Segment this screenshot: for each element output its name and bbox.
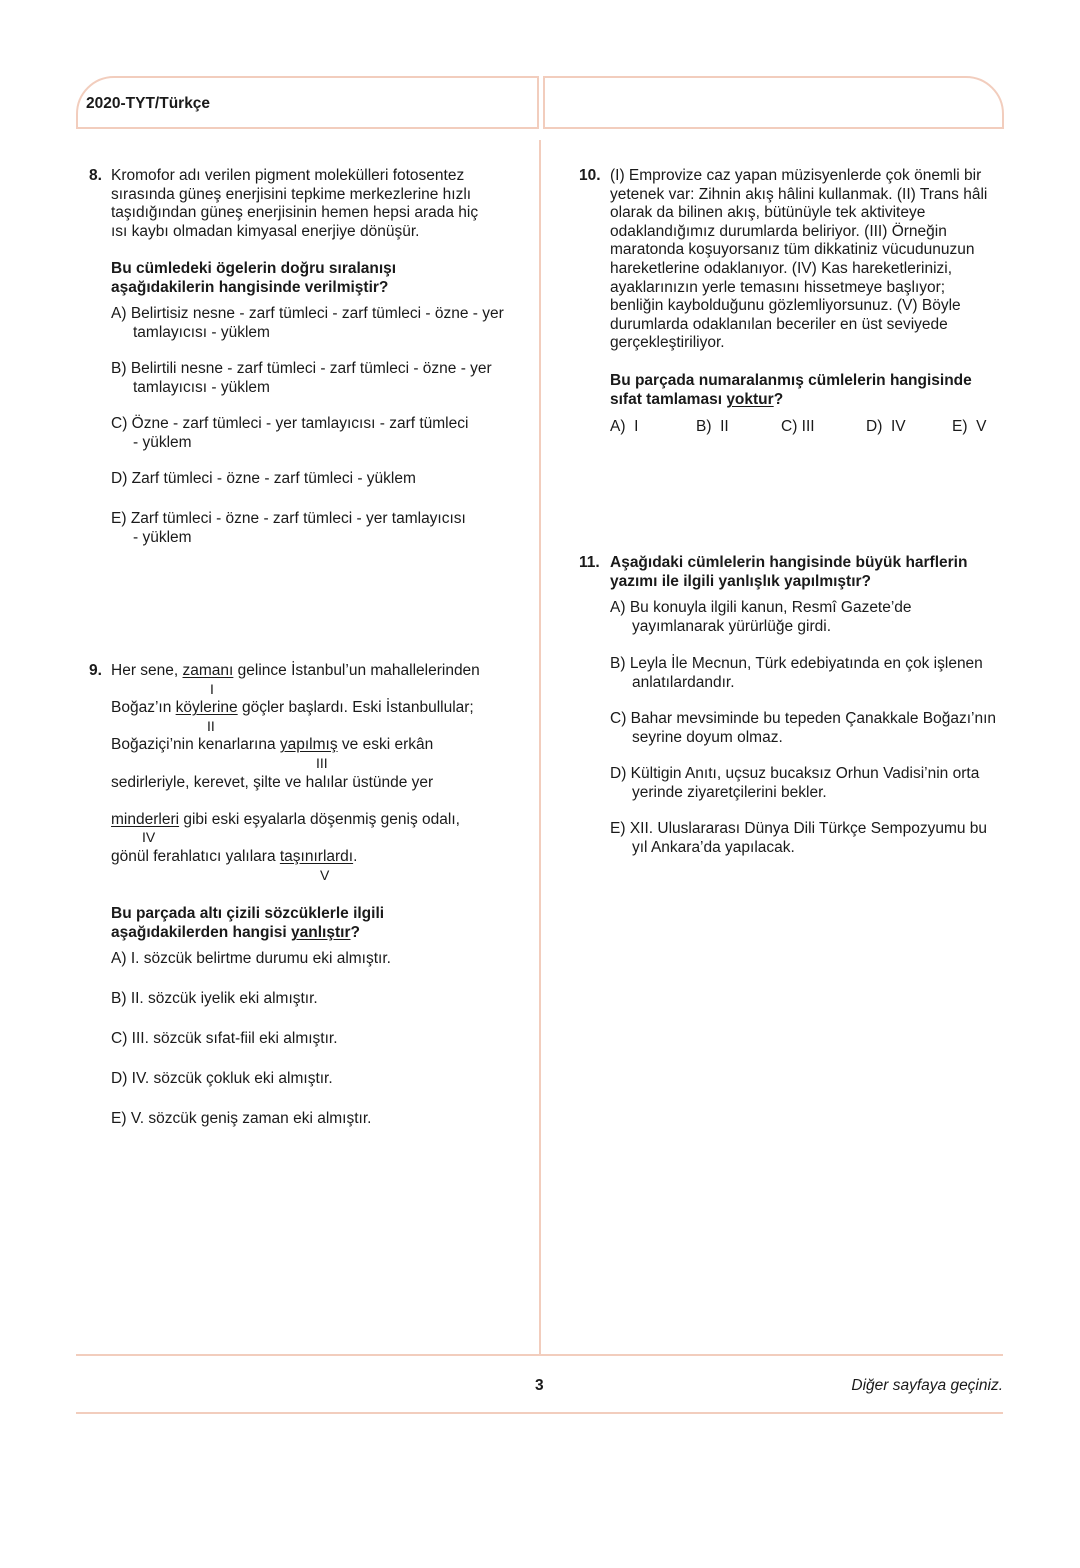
footer-top-rule xyxy=(76,1354,1003,1356)
passage-line-6 xyxy=(111,847,357,866)
option-letter: C) xyxy=(610,710,627,727)
option-letter: C) xyxy=(111,415,128,432)
roman-label-i: I xyxy=(210,681,214,697)
question-number: 10. xyxy=(579,167,601,184)
question-text: durumlarda odaklanılan beceriler en üst seviyede xyxy=(610,315,948,333)
text: ? xyxy=(350,924,360,941)
text: gönül ferahlatıcı yalılara xyxy=(111,848,280,865)
question-prompt: Bu parçada numaralanmış cümlelerin hangisinde xyxy=(610,372,972,389)
option-text: Bahar mevsiminde bu tepeden Çanakkale Boğazı’nın xyxy=(630,710,997,727)
underlined-word-iv: minderleri xyxy=(111,811,180,828)
option-text: Leyla İle Mecnun, Türk edebiyatında en çok işlenen xyxy=(629,655,983,672)
passage-line-4: sedirleriyle, kerevet, şilte ve halılar üstünde yer xyxy=(111,774,434,791)
option-e-cont: - yüklem xyxy=(133,529,192,546)
text: gibi eski eşyalarla döşenmiş geniş odalı, xyxy=(179,811,460,828)
option-text: Kültigin Anıtı, uçsuz bucaksız Orhun Vadisi’nin orta xyxy=(630,765,980,782)
option-e[interactable] xyxy=(610,819,987,838)
question-number: 9. xyxy=(89,662,102,679)
option-letter: D) xyxy=(111,470,128,487)
option-b[interactable] xyxy=(111,989,318,1008)
option-text: Belirtili nesne - zarf tümleci - zarf tümleci - özne - yer xyxy=(130,360,492,377)
option-letter: B) xyxy=(111,360,127,377)
option-text: Özne - zarf tümleci - yer tamlayıcısı - zarf tümleci xyxy=(131,415,469,432)
option-text: Zarf tümleci - özne - zarf tümleci - yüklem xyxy=(131,470,416,487)
option-e[interactable]: E) V xyxy=(952,418,987,435)
question-text: sırasında güneş enerjisini tepkime merkezlerine hızlı xyxy=(111,185,472,203)
option-letter: E) xyxy=(111,510,127,527)
option-letter: A) xyxy=(111,950,127,967)
text: sıfat tamlaması xyxy=(610,391,727,408)
column-divider xyxy=(539,140,541,1355)
question-prompt: aşağıdakilerin hangisinde verilmiştir? xyxy=(111,279,389,296)
option-c[interactable] xyxy=(111,1029,338,1048)
passage-line-2 xyxy=(111,698,474,717)
underlined-word-iii: yapılmış xyxy=(279,736,338,753)
option-text: Bu konuyla ilgili kanun, Resmî Gazete’de xyxy=(629,599,912,616)
option-text: Belirtisiz nesne - zarf tümleci - zarf tümleci - özne - yer xyxy=(130,305,504,322)
option-e[interactable] xyxy=(111,509,466,528)
option-a[interactable] xyxy=(111,949,391,968)
question-text: benliğin kaybolduğunu gözlemliyorsunuz. (V) Böyle xyxy=(610,297,961,315)
option-a[interactable] xyxy=(610,598,912,617)
text: . xyxy=(353,848,358,865)
text: göçler başlardı. Eski İstanbullular; xyxy=(237,699,474,716)
question-prompt: Bu parçada altı çizili sözcüklerle ilgili xyxy=(111,905,385,922)
emphasis: yoktur xyxy=(726,391,774,408)
text: gelince İstanbul’un mahallelerinden xyxy=(233,662,480,679)
option-text: Zarf tümleci - özne - zarf tümleci - yer tamlayıcısı xyxy=(130,510,466,527)
option-a[interactable]: A) I xyxy=(610,418,639,435)
option-b-cont: anlatılardandır. xyxy=(632,674,735,691)
question-text: yetenek var: Zihnin akış hâlini kullanmak. (II) Trans hâli xyxy=(610,185,988,203)
option-c-cont: - yüklem xyxy=(133,434,192,451)
question-prompt: Bu cümledeki ögelerin doğru sıralanışı xyxy=(111,260,397,277)
question-text: ayaklarınızın yerle temasını hissetmeye başlıyor; xyxy=(610,278,946,296)
option-a[interactable] xyxy=(111,304,504,323)
question-text: (I) Emprovize caz yapan müzisyenlerde çok önemli bir xyxy=(610,167,982,184)
text: Her sene, xyxy=(111,662,183,679)
footer-bottom-rule xyxy=(76,1412,1003,1414)
text: ? xyxy=(773,391,784,408)
passage-line-3 xyxy=(111,735,433,754)
roman-label-iii: III xyxy=(316,755,328,771)
question-text: ısı kaybı olmadan kimyasal enerjiye dönüşür. xyxy=(111,222,420,240)
question-prompt xyxy=(111,923,360,942)
question-prompt xyxy=(610,390,783,409)
question-text: taşıdığından güneş enerjisinin hemen hepsi arada hiç xyxy=(111,204,479,221)
option-letter: A) xyxy=(111,305,127,322)
option-d[interactable] xyxy=(111,1069,333,1088)
text: Boğaziçi’nin kenarlarına xyxy=(111,736,280,753)
option-text: IV. sözcük çokluk eki almıştır. xyxy=(131,1070,333,1087)
roman-label-ii: II xyxy=(207,718,215,734)
option-a-cont: yayımlanarak yürürlüğe girdi. xyxy=(632,618,832,635)
option-letter: B) xyxy=(111,990,127,1007)
option-b[interactable] xyxy=(610,654,983,673)
option-letter: E) xyxy=(111,1110,127,1127)
option-text: V. sözcük geniş zaman eki almıştır. xyxy=(130,1110,372,1127)
option-c[interactable] xyxy=(610,709,996,728)
option-d[interactable]: D) IV xyxy=(866,418,906,435)
question-prompt: yazımı ile ilgili yanlışlık yapılmıştır? xyxy=(610,573,872,590)
option-letter: B) xyxy=(610,655,626,672)
roman-label-v: V xyxy=(320,867,330,883)
option-d[interactable] xyxy=(111,469,416,488)
option-b[interactable] xyxy=(111,359,492,378)
option-e[interactable] xyxy=(111,1109,371,1128)
page-number: 3 xyxy=(535,1377,544,1394)
option-text: II. sözcük iyelik eki almıştır. xyxy=(130,990,318,1007)
option-letter: E) xyxy=(610,820,626,837)
option-c[interactable]: C) III xyxy=(781,418,815,435)
emphasis: yanlıştır xyxy=(291,924,351,941)
option-e-cont: yıl Ankara’da yapılacak. xyxy=(632,839,795,856)
question-number: 8. xyxy=(89,167,102,184)
underlined-word-i: zamanı xyxy=(182,662,234,679)
question-text: hareketlerine odaklanıyor. (IV) Kas hareketlerinizi, xyxy=(610,260,953,277)
passage-line-1 xyxy=(111,661,480,680)
question-number: 11. xyxy=(579,554,600,571)
question-text: olarak da bilinen akış, bütünüyle tek aktiviteye xyxy=(610,204,926,222)
passage-line-5 xyxy=(111,810,460,829)
question-text: maratonda koşuyorsanız tüm dikkatiniz vücudunuzun xyxy=(610,241,975,259)
option-b[interactable]: B) II xyxy=(696,418,729,435)
option-letter: A) xyxy=(610,599,626,616)
option-text: III. sözcük sıfat-fiil eki almıştır. xyxy=(131,1030,338,1047)
option-b-cont: tamlayıcısı - yüklem xyxy=(133,379,270,396)
header-right-box xyxy=(543,76,1004,129)
question-text: odaklandığımız durumlarda beliriyor. (III) Örneğin xyxy=(610,222,947,240)
underlined-word-v: taşınırlardı xyxy=(279,848,354,865)
text: Boğaz’ın xyxy=(111,699,176,716)
option-letter: C) xyxy=(111,1030,128,1047)
option-c[interactable] xyxy=(111,414,468,433)
option-d-cont: yerinde ziyaretçilerini bekler. xyxy=(632,784,827,801)
option-text: XII. Uluslararası Dünya Dili Türkçe Sempozyumu bu xyxy=(629,820,988,837)
question-text: Kromofor adı verilen pigment molekülleri fotosentez xyxy=(111,167,465,184)
option-a-cont: tamlayıcısı - yüklem xyxy=(133,324,270,341)
option-letter: D) xyxy=(111,1070,128,1087)
text: aşağıdakilerden hangisi xyxy=(111,924,292,941)
next-page-note: Diğer sayfaya geçiniz. xyxy=(851,1377,1003,1394)
option-letter: D) xyxy=(610,765,627,782)
underlined-word-ii: köylerine xyxy=(175,699,238,716)
roman-label-iv: IV xyxy=(142,829,156,845)
exam-title: 2020-TYT/Türkçe xyxy=(86,95,211,112)
text: ve eski erkân xyxy=(337,736,434,753)
option-text: I. sözcük belirtme durumu eki almıştır. xyxy=(130,950,391,967)
question-prompt: Aşağıdaki cümlelerin hangisinde büyük harflerin xyxy=(610,554,968,571)
question-text: gerçekleştiriliyor. xyxy=(610,334,725,352)
option-d[interactable] xyxy=(610,764,979,783)
option-c-cont: seyrine doyum olmaz. xyxy=(632,729,783,746)
